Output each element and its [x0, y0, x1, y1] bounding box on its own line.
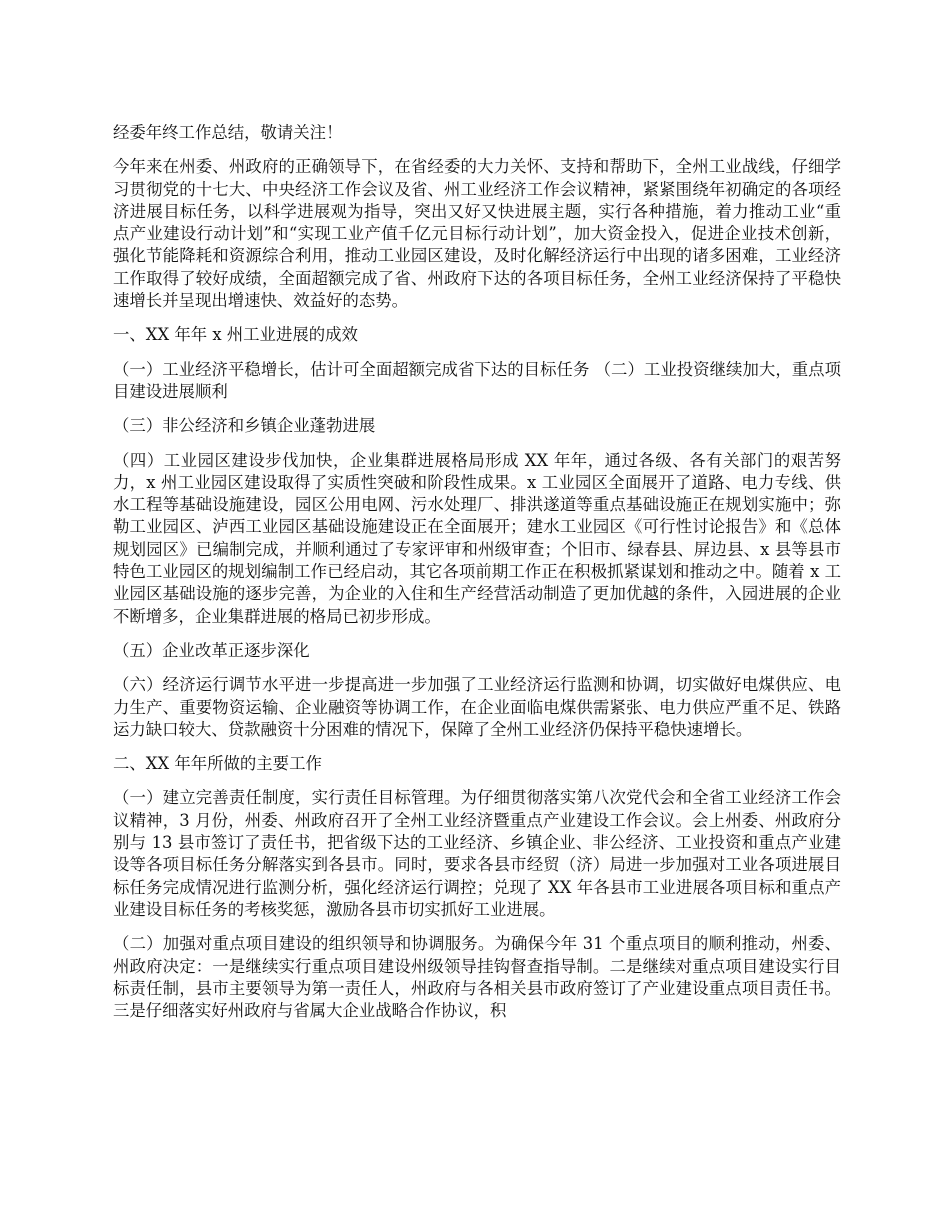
section-heading-achievements: 一、XX 年年 x 州工业进展的成效 [113, 325, 358, 345]
item-paragraph: （六）经济运行调节水平进一步提高进一步加强了工业经济运行监测和协调，切实做好电煤供应、电力生产、重要物资运输、企业融资等协调工作，在企业面临电煤供需紧张、电力供应严重不足、铁路运力缺口较大、贷款融资十分困难的情况下，保障了全州工业经济仍保持平稳快速增长。 [113, 675, 841, 739]
item-paragraph: （一）建立完善责任制度，实行责任目标管理。为仔细贯彻落实第八次党代会和全省工业经济工作会议精神，3 月份，州委、州政府召开了全州工业经济暨重点产业建设工作会议。会上州委、州政府分别与 13 县市签订了责任书，把省级下达的工业经济、乡镇企业、非公经济、工业投资和重点产业建设等各项目标任务分解落实到各县市。同时，要求各县市经贸（济）局进一步加强对工业各项进展目标任务完成情况进行监测分析，强化经济运行调控；兑现了 XX 年各县市工业进展各项目标和重点产业建设目标任务的考核奖惩，激励各县市切实抓好工业进展。 [113, 788, 841, 919]
item-paragraph: （五）企业改革正逐步深化 [113, 640, 310, 660]
item-paragraph: （一）工业经济平稳增长，估计可全面超额完成省下达的目标任务 （二）工业投资继续加大，重点项目建设进展顺利 [113, 359, 841, 401]
document-body [113, 122, 841, 1034]
item-paragraph: （四）工业园区建设步伐加快，企业集群进展格局形成 XX 年年，通过各级、各有关部门的艰苦努力，x 州工业园区建设取得了实质性突破和阶段性成果。x 工业园区全面展开了道路、电力专线、供水工程等基础设施建设，园区公用电网、污水处理厂、排洪遂道等重点基础设施正在规划实施中；弥勒工业园区、泸西工业园区基础设施建设正在全面展开；建水工业园区《可行性讨论报告》和《总体规划园区》已编制完成，并顺利通过了专家评审和州级审查；个旧市、绿春县、屏边县、x 县等县市特色工业园区的规划编制工作已经启动，其它各项前期工作正在积极抓紧谋划和推动之中。随着 x 工业园区基础设施的逐步完善，为企业的入住和生产经营活动制造了更加优越的条件，入园进展的企业不断增多，企业集群进展的格局已初步形成。 [113, 450, 841, 626]
intro-line: 经委年终工作总结，敬请关注！ [113, 123, 343, 142]
item-paragraph: （三）非公经济和乡镇企业蓬勃进展 [113, 416, 376, 436]
item-paragraph: （二）加强对重点项目建设的组织领导和协调服务。为确保今年 31 个重点项目的顺利推动，州委、州政府决定：一是继续实行重点项目建设州级领导挂钩督查指导制。二是继续对重点项目建设实行目标责任制，县市主要领导为第一责任人，州政府与各相关县市政府签订了产业建设重点项目责任书。三是仔细落实好州政府与省属大企业战略合作协议，积 [113, 934, 841, 1021]
summary-paragraph: 今年来在州委、州政府的正确领导下，在省经委的大力关怀、支持和帮助下，全州工业战线，仔细学习贯彻党的十七大、中央经济工作会议及省、州工业经济工作会议精神，紧紧围绕年初确定的各项经济进展目标任务，以科学进展观为指导，突出又好又快进展主题，实行各种措施，着力推动工业“重点产业建设行动计划”和“实现工业产值千亿元目标行动计划”，加大资金投入，促进企业技术创新，强化节能降耗和资源综合利用，推动工业园区建设，及时化解经济运行中出现的诸多困难，工业经济工作取得了较好成绩，全面超额完成了省、州政府下达的各项目标任务，全州工业经济保持了平稳快速增长并呈现出增速快、效益好的态势。 [113, 157, 841, 311]
section-heading-main-work: 二、XX 年年所做的主要工作 [113, 754, 322, 774]
